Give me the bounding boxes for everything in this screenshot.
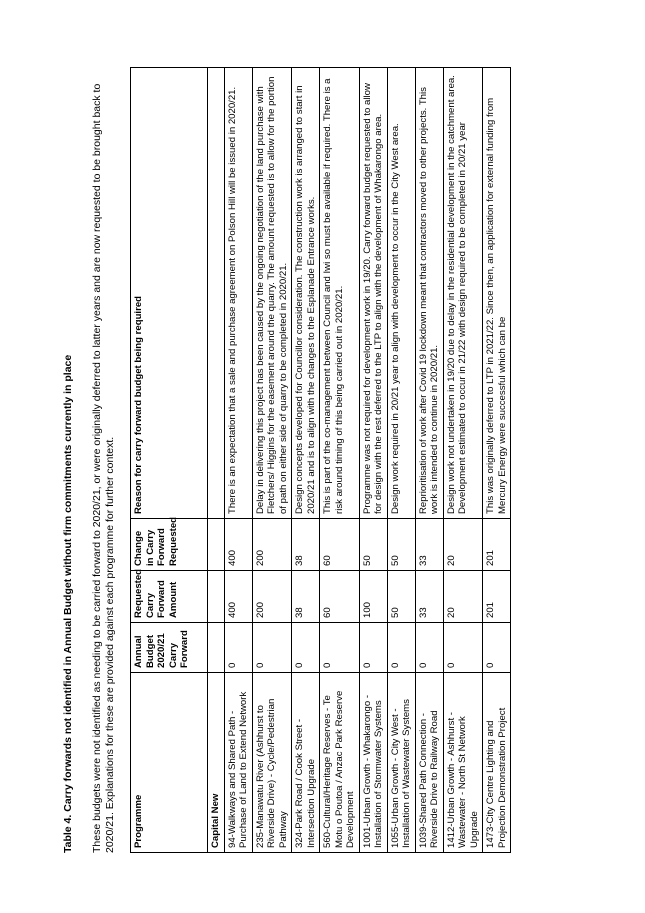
annual-budget-cell: 0: [443, 623, 483, 673]
reason-cell: Design concepts developed for Councillor consideration. The construction work is arranged to start in 2020/21 and is to align with the changes to the Esplanade Entrance works.: [292, 68, 320, 519]
table-header-row: [131, 68, 208, 853]
table-row: [292, 68, 320, 853]
annual-budget-cell: 0: [415, 623, 443, 673]
section-empty-cell: [208, 571, 225, 623]
reason-cell: Design work required in 20/21 year to align with development to occur in the City West area.: [387, 68, 415, 519]
table-row: [415, 68, 443, 853]
change-cell: 50: [359, 519, 387, 571]
section-label: Capital New: [208, 673, 225, 853]
reason-cell: This is part of the co-management between Council and Iwi so must be available if required. There is a risk around timing of this being carried out in 2020/21.: [320, 68, 360, 519]
col-header-annual-budget: Annual Budget 2020/21 Carry Forward: [131, 623, 208, 673]
annual-budget-cell: 0: [252, 623, 292, 673]
annual-budget-cell: 0: [359, 623, 387, 673]
programme-cell: 94-Walkways and Shared Path - Purchase of Land to Extend Network: [224, 673, 252, 853]
table-row: [483, 68, 511, 853]
col-header-change: Change in Carry Forward Requested: [131, 519, 208, 571]
programme-cell: 1055-Urban Growth - City West - Installation of Wastewater Systems: [387, 673, 415, 853]
requested-cell: 60: [320, 571, 360, 623]
change-cell: 20: [443, 519, 483, 571]
requested-cell: 20: [443, 571, 483, 623]
programme-cell: 1473-City Centre Lighting and Projection Demonstration Project: [483, 673, 511, 853]
col-header-programme: Programme: [131, 673, 208, 853]
change-cell: 201: [483, 519, 511, 571]
change-cell: 400: [224, 519, 252, 571]
annual-budget-cell: 0: [292, 623, 320, 673]
col-header-reason: Reason for carry forward budget being required: [131, 68, 208, 519]
programme-cell: 1001-Urban Growth - Whakarongo - Installation of Stormwater Systems: [359, 673, 387, 853]
intro-paragraph: These budgets were not identified as needing to be carried forward to 2020/21, or were originally deferred to latter years and are now requested to be brought back to 2020/21. Explanations for these are provided against each programme for further context.: [91, 83, 116, 853]
table-row: [252, 68, 292, 853]
table-title: Table 4. Carry forwards not identified in Annual Budget without firm commitments currently in place: [62, 354, 74, 853]
programme-cell: 1039-Shared Path Connection - Riverside Drive to Railway Road: [415, 673, 443, 853]
change-cell: 50: [387, 519, 415, 571]
programme-cell: 235-Manawatu River (Ashhurst to Riverside Drive) - Cycle/Pedestrian Pathway: [252, 673, 292, 853]
annual-budget-cell: 0: [387, 623, 415, 673]
programme-cell: 560-Cultural/Heritage Reserves - Te Motu o Poutoa / Anzac Park Reserve Development: [320, 673, 360, 853]
requested-cell: 33: [415, 571, 443, 623]
change-cell: 38: [292, 519, 320, 571]
change-cell: 33: [415, 519, 443, 571]
reason-cell: There is an expectation that a sale and purchase agreement on Polson Hill will be issued in 2020/21.: [224, 68, 252, 519]
table-row: [387, 68, 415, 853]
section-empty-cell: [208, 68, 225, 519]
annual-budget-cell: 0: [320, 623, 360, 673]
table-row: [320, 68, 360, 853]
table-row: [443, 68, 483, 853]
carry-forward-table: [130, 67, 511, 853]
reason-cell: Design work not undertaken in 19/20 due to delay in the residential development in the catchment area. Development estimated to occur in 21/22 with design required to be completed in 20/21 year: [443, 68, 483, 519]
programme-cell: 1412-Urban Growth - Ashhurst - Wastewater - North St Network Upgrade: [443, 673, 483, 853]
requested-cell: 100: [359, 571, 387, 623]
annual-budget-cell: 0: [483, 623, 511, 673]
requested-cell: 38: [292, 571, 320, 623]
requested-cell: 50: [387, 571, 415, 623]
reason-cell: Programme was not required for development work in 19/20. Carry forward budget requested to allow for design with the rest deferred to the LTP to align with the development of Whakarongo area.: [359, 68, 387, 519]
section-row: [208, 68, 225, 853]
annual-budget-cell: 0: [224, 623, 252, 673]
requested-cell: 201: [483, 571, 511, 623]
col-header-requested: Requested Carry Forward Amount: [131, 571, 208, 623]
section-empty-cell: [208, 519, 225, 571]
reason-cell: This was originally deferred to LTP in 2021/22. Since then, an application for external funding from Mercury Energy were successful which can be: [483, 68, 511, 519]
reason-cell: Delay in delivering this project has been caused by the ongoing negotiation of the land purchase with Fletchers/ Higgins for the easement around the quarry. The amount requested is to allow for the portion of path on either side of quarry to be completed in 2020/21.: [252, 68, 292, 519]
section-empty-cell: [208, 623, 225, 673]
table-row: [224, 68, 252, 853]
programme-cell: 324-Park Road / Cook Street - Intersection Upgrade: [292, 673, 320, 853]
requested-cell: 200: [252, 571, 292, 623]
requested-cell: 400: [224, 571, 252, 623]
table-row: [359, 68, 387, 853]
reason-cell: Reprioritisation of work after Covid 19 lockdown meant that contractors moved to other projects. This work is intended to continue in 2020/21.: [415, 68, 443, 519]
change-cell: 60: [320, 519, 360, 571]
change-cell: 200: [252, 519, 292, 571]
